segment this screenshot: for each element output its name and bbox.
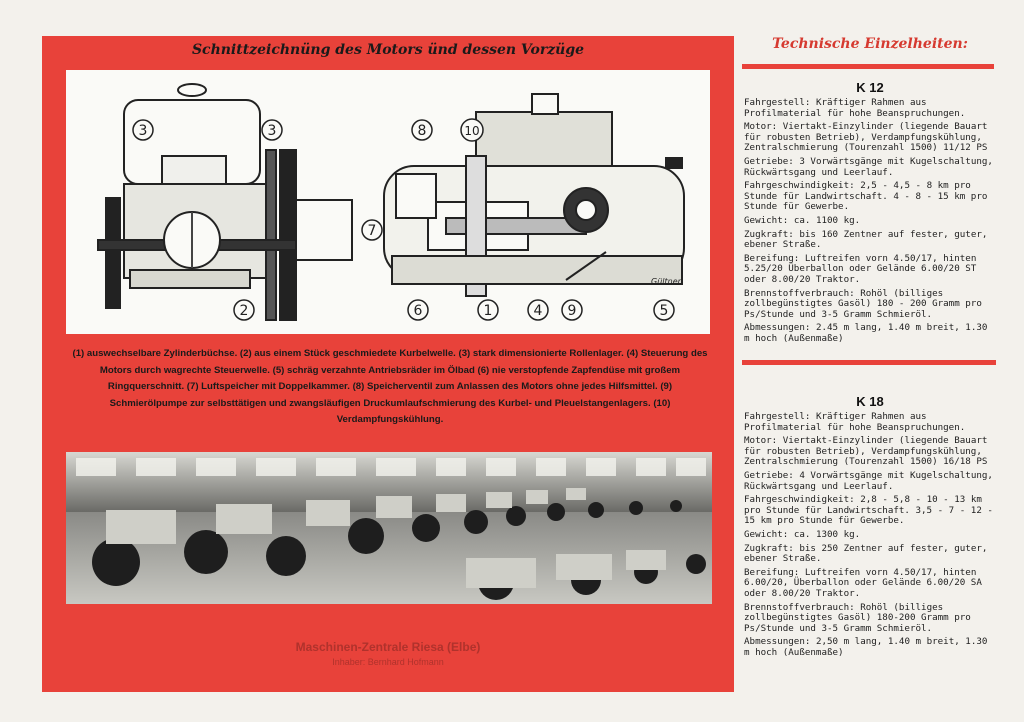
spec-value: Viertakt-Einzylinder (liegende Bauart für robusten Betrieb), Verdampfungskühlung, Zentralschmierung (Tourenzahl 1500) 16/18 PS: [744, 435, 988, 468]
model-k18-heading: K 18: [856, 394, 884, 409]
left-red-panel: [42, 36, 734, 692]
engine-front-view: [98, 84, 352, 320]
spec-label: Bereifung:: [744, 566, 800, 578]
section-divider-bar: [742, 360, 996, 365]
callout-6: 6: [413, 303, 423, 319]
spec-label: Fahrgeschwindigkeit:: [744, 494, 855, 506]
spec-value: bis 160 Zentner auf fester, guter, ebener Straße.: [744, 228, 988, 251]
factory-photo: [66, 452, 712, 604]
spec-item: [744, 181, 996, 213]
callout-10: 10: [464, 124, 480, 138]
spec-item: [744, 436, 996, 468]
spec-label: Fahrgestell:: [744, 411, 811, 422]
spec-item: [744, 323, 996, 344]
model-k12-heading: K 12: [856, 80, 884, 95]
spec-item: [744, 603, 996, 635]
spec-item: [744, 216, 996, 227]
technical-details-panel: [744, 36, 996, 658]
spec-value: Viertakt-Einzylinder (liegende Bauart für robusten Betrieb), Verdampfungskühlung, Zentralschmierung (Tourenzahl 1500) 11/12 PS: [744, 121, 988, 154]
model-k12-section: [744, 80, 996, 344]
spec-item: [744, 568, 996, 600]
spec-label: Gewicht:: [744, 528, 789, 540]
spec-value: Rohöl (billiges zollbegünstigtes Gasöl) 180-200 Gramm pro Ps/Stunde und 3-5 Gramm Schmieröl.: [744, 601, 971, 634]
engine-cross-section-drawing: [66, 70, 710, 334]
spec-value: 3 Vorwärtsgänge mit Kugelschaltung, Rückwärtsgang und Leerlauf.: [744, 155, 993, 178]
spec-value: Kräftiger Rahmen aus Profilmaterial für hohe Beanspruchungen.: [744, 97, 966, 119]
spec-value: Luftreifen vorn 4.50/17, hinten 6.00/20, Überballon oder Gelände 6.00/20 SA oder 8.00/20 Traktor.: [744, 566, 982, 599]
spec-item: [744, 254, 996, 286]
spec-value: 2.45 m lang, 1.40 m breit, 1.30 m hoch (Außenmaße): [744, 322, 988, 344]
spec-value: bis 250 Zentner auf fester, guter, ebener Straße.: [744, 542, 988, 565]
spec-label: Gewicht:: [744, 214, 789, 226]
drawing-section-title: Schnittzeichnüng des Motors ünd dessen Vorzüge: [191, 42, 585, 58]
spec-value: Kräftiger Rahmen aus Profilmaterial für hohe Beanspruchungen.: [744, 411, 966, 433]
callout-9: 9: [567, 303, 577, 319]
spec-item: [744, 157, 996, 178]
model-k18-section: [744, 394, 996, 658]
spec-label: Bereifung:: [744, 252, 800, 264]
spec-value: 2,50 m lang, 1.40 m breit, 1.30 m hoch (Außenmaße): [744, 636, 988, 658]
spec-value: Luftreifen vorn 4.50/17, hinten 5.25/20 Überballon oder Gelände 6.00/20 ST oder 8.00/20 Traktor.: [744, 252, 977, 285]
spec-item: [744, 544, 996, 565]
spec-item: [744, 289, 996, 321]
dealer-stamp-owner: Inhaber: Bernhard Hofmann: [332, 657, 444, 667]
spec-value: ca. 1300 kg.: [793, 528, 861, 540]
spec-label: Zugkraft:: [744, 228, 794, 240]
spec-value: 2,8 - 5,8 - 10 - 13 km pro Stunde für Landwirtschaft. 3,5 - 7 - 12 - 15 km pro Stunde für Gewerbe.: [744, 494, 993, 527]
spec-label: Brennstoffverbrauch:: [744, 601, 855, 613]
model-k18-spec-list: [744, 412, 996, 658]
artist-signature: Gültner: [651, 277, 681, 286]
spec-label: Abmessungen:: [744, 636, 811, 648]
callout-3-right: 3: [267, 123, 277, 139]
callout-7: 7: [367, 223, 377, 239]
dealer-stamp-name: Maschinen-Zentrale Riesa (Elbe): [295, 640, 481, 654]
spec-value: Rohöl (billiges zollbegünstigtes Gasöl) 180 - 200 Gramm pro Ps/Stunde und 3-5 Gramm Schmieröl.: [744, 287, 982, 320]
technical-details-title: Technische Einzelheiten:: [772, 36, 968, 52]
spec-label: Abmessungen:: [744, 322, 811, 334]
spec-label: Getriebe:: [744, 155, 794, 167]
spec-value: 4 Vorwärtsgänge mit Kugelschaltung, Rückwärtsgang und Leerlauf.: [744, 469, 993, 492]
callout-1: 1: [483, 303, 493, 319]
spec-item: [744, 412, 996, 433]
drawing-legend-caption: (1) auswechselbare Zylinderbüchse. (2) aus einem Stück geschmiedete Kurbelwelle. (3) stark dimensionierte Rollenlager. (4) Steuerung des Motors durch wagrechte Steuerwelle. (5) schräg verzahnte Antriebsräder im Ölbad (6) nie verstopfende Zapfendüse mit großem Ringquerschnitt. (7) Luftspeicher mit Doppelkammer. (8) Speicherventil zum Anlassen des Motors ohne jedes Hilfsmittel. (9) Schmierölpumpe zur selbsttätigen und zwangsläufigen Druckumlaufschmierung des Kurbel- und Pleuelstangenlagers. (10) Verdampfungskühlung.: [72, 348, 708, 425]
spec-item: [744, 230, 996, 251]
callout-4: 4: [533, 303, 543, 319]
callout-8: 8: [417, 123, 427, 139]
spec-item: [744, 530, 996, 541]
spec-label: Fahrgeschwindigkeit:: [744, 180, 855, 192]
factory-photo-svg: [66, 452, 712, 604]
spec-label: Motor:: [744, 121, 778, 133]
callout-2: 2: [239, 303, 249, 319]
model-k12-spec-list: [744, 98, 996, 344]
spec-item: [744, 637, 996, 658]
spec-item: [744, 98, 996, 119]
spec-label: Motor:: [744, 435, 778, 447]
title-divider-bar: [742, 64, 994, 69]
callout-3-left: 3: [138, 123, 148, 139]
engine-drawing-svg: [66, 70, 710, 334]
spec-value: 2,5 - 4,5 - 8 km pro Stunde für Landwirtschaft. 4 - 8 - 15 km pro Stunde für Gewerbe.: [744, 180, 988, 213]
dealer-stamp: [42, 640, 734, 667]
callout-5: 5: [659, 303, 669, 319]
spec-label: Getriebe:: [744, 469, 794, 481]
spec-item: [744, 122, 996, 154]
spec-value: ca. 1100 kg.: [793, 214, 861, 226]
spec-item: [744, 471, 996, 492]
spec-label: Brennstoffverbrauch:: [744, 287, 855, 299]
spec-label: Fahrgestell:: [744, 97, 811, 108]
spec-item: [744, 495, 996, 527]
spec-label: Zugkraft:: [744, 542, 794, 554]
